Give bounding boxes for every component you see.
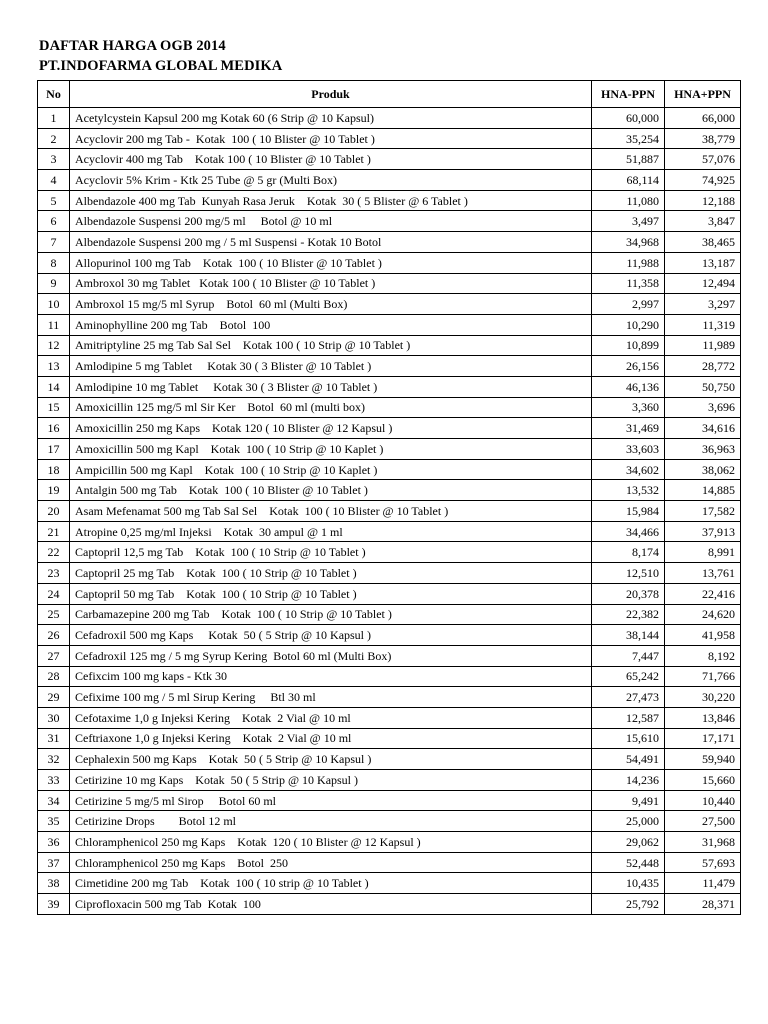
cell-produk: Ambroxol 30 mg Tablet Kotak 100 ( 10 Blister @ 10 Tablet ) [70,273,592,294]
cell-produk: Cephalexin 500 mg Kaps Kotak 50 ( 5 Strip @ 10 Kapsul ) [70,749,592,770]
table-row [38,583,741,604]
cell-hna-ppn: 38,144 [592,625,665,646]
cell-hna-plus-ppn: 59,940 [665,749,741,770]
cell-no: 4 [38,170,70,191]
cell-produk: Ambroxol 15 mg/5 ml Syrup Botol 60 ml (Multi Box) [70,294,592,315]
table-row [38,604,741,625]
cell-no: 13 [38,356,70,377]
cell-no: 27 [38,645,70,666]
cell-hna-ppn: 34,466 [592,521,665,542]
table-row [38,687,741,708]
cell-hna-plus-ppn: 15,660 [665,770,741,791]
cell-hna-ppn: 14,236 [592,770,665,791]
column-header-produk: Produk [70,81,592,108]
cell-hna-plus-ppn: 38,062 [665,459,741,480]
cell-hna-ppn: 12,510 [592,563,665,584]
cell-hna-plus-ppn: 50,750 [665,376,741,397]
cell-produk: Cefadroxil 500 mg Kaps Kotak 50 ( 5 Strip @ 10 Kapsul ) [70,625,592,646]
cell-produk: Cefixcim 100 mg kaps - Ktk 30 [70,666,592,687]
cell-produk: Captopril 12,5 mg Tab Kotak 100 ( 10 Strip @ 10 Tablet ) [70,542,592,563]
cell-no: 30 [38,707,70,728]
cell-no: 22 [38,542,70,563]
table-row [38,314,741,335]
cell-hna-ppn: 25,000 [592,811,665,832]
cell-hna-plus-ppn: 66,000 [665,108,741,129]
cell-no: 35 [38,811,70,832]
cell-no: 10 [38,294,70,315]
table-row [38,811,741,832]
cell-produk: Cefixime 100 mg / 5 ml Sirup Kering Btl 30 ml [70,687,592,708]
cell-hna-plus-ppn: 14,885 [665,480,741,501]
table-row [38,873,741,894]
cell-no: 11 [38,314,70,335]
table-row [38,790,741,811]
cell-hna-plus-ppn: 71,766 [665,666,741,687]
cell-hna-ppn: 34,602 [592,459,665,480]
cell-hna-plus-ppn: 12,188 [665,190,741,211]
cell-no: 26 [38,625,70,646]
column-header-no: No [38,81,70,108]
cell-produk: Acetylcystein Kapsul 200 mg Kotak 60 (6 Strip @ 10 Kapsul) [70,108,592,129]
cell-produk: Antalgin 500 mg Tab Kotak 100 ( 10 Blister @ 10 Tablet ) [70,480,592,501]
cell-hna-plus-ppn: 13,846 [665,707,741,728]
cell-produk: Ceftriaxone 1,0 g Injeksi Kering Kotak 2 Vial @ 10 ml [70,728,592,749]
cell-hna-plus-ppn: 30,220 [665,687,741,708]
price-list-table [37,80,741,915]
table-row [38,894,741,915]
table-row [38,232,741,253]
cell-no: 21 [38,521,70,542]
cell-produk: Albendazole 400 mg Tab Kunyah Rasa Jeruk Kotak 30 ( 5 Blister @ 6 Tablet ) [70,190,592,211]
cell-no: 15 [38,397,70,418]
cell-no: 8 [38,252,70,273]
cell-no: 5 [38,190,70,211]
document-title: DAFTAR HARGA OGB 2014 [39,38,226,54]
cell-produk: Amoxicillin 500 mg Kapl Kotak 100 ( 10 Strip @ 10 Kaplet ) [70,439,592,460]
cell-produk: Acyclovir 200 mg Tab - Kotak 100 ( 10 Blister @ 10 Tablet ) [70,128,592,149]
cell-hna-plus-ppn: 12,494 [665,273,741,294]
cell-no: 2 [38,128,70,149]
table-row [38,439,741,460]
cell-produk: Asam Mefenamat 500 mg Tab Sal Sel Kotak 100 ( 10 Blister @ 10 Tablet ) [70,501,592,522]
table-row [38,728,741,749]
cell-hna-plus-ppn: 74,925 [665,170,741,191]
cell-produk: Albendazole Suspensi 200 mg / 5 ml Suspensi - Kotak 10 Botol [70,232,592,253]
cell-produk: Cefadroxil 125 mg / 5 mg Syrup Kering Botol 60 ml (Multi Box) [70,645,592,666]
cell-hna-plus-ppn: 8,192 [665,645,741,666]
cell-no: 18 [38,459,70,480]
cell-hna-ppn: 3,497 [592,211,665,232]
cell-no: 32 [38,749,70,770]
cell-hna-plus-ppn: 24,620 [665,604,741,625]
cell-no: 17 [38,439,70,460]
cell-hna-ppn: 20,378 [592,583,665,604]
table-row [38,852,741,873]
table-row [38,645,741,666]
cell-hna-ppn: 9,491 [592,790,665,811]
cell-produk: Cimetidine 200 mg Tab Kotak 100 ( 10 strip @ 10 Tablet ) [70,873,592,894]
table-row [38,335,741,356]
cell-hna-ppn: 46,136 [592,376,665,397]
cell-produk: Chloramphenicol 250 mg Kaps Kotak 120 ( 10 Blister @ 12 Kapsul ) [70,832,592,853]
cell-hna-ppn: 60,000 [592,108,665,129]
cell-hna-ppn: 11,358 [592,273,665,294]
table-row [38,376,741,397]
cell-produk: Acyclovir 5% Krim - Ktk 25 Tube @ 5 gr (Multi Box) [70,170,592,191]
cell-no: 34 [38,790,70,811]
cell-no: 7 [38,232,70,253]
cell-produk: Albendazole Suspensi 200 mg/5 ml Botol @ 10 ml [70,211,592,232]
table-row [38,170,741,191]
cell-produk: Amoxicillin 250 mg Kaps Kotak 120 ( 10 Blister @ 12 Kapsul ) [70,418,592,439]
cell-produk: Allopurinol 100 mg Tab Kotak 100 ( 10 Blister @ 10 Tablet ) [70,252,592,273]
cell-hna-plus-ppn: 57,076 [665,149,741,170]
table-row [38,190,741,211]
table-row [38,356,741,377]
cell-hna-plus-ppn: 17,582 [665,501,741,522]
cell-no: 36 [38,832,70,853]
document-heading [39,36,282,76]
cell-hna-plus-ppn: 3,297 [665,294,741,315]
table-row [38,128,741,149]
cell-hna-ppn: 11,080 [592,190,665,211]
table-row [38,542,741,563]
cell-produk: Amlodipine 5 mg Tablet Kotak 30 ( 3 Blister @ 10 Tablet ) [70,356,592,377]
cell-hna-plus-ppn: 37,913 [665,521,741,542]
cell-hna-ppn: 10,290 [592,314,665,335]
table-row [38,211,741,232]
cell-hna-ppn: 31,469 [592,418,665,439]
cell-no: 39 [38,894,70,915]
cell-no: 19 [38,480,70,501]
table-row [38,563,741,584]
table-header-row [38,81,741,108]
cell-hna-ppn: 29,062 [592,832,665,853]
cell-hna-ppn: 7,447 [592,645,665,666]
cell-hna-plus-ppn: 57,693 [665,852,741,873]
cell-produk: Ampicillin 500 mg Kapl Kotak 100 ( 10 Strip @ 10 Kaplet ) [70,459,592,480]
column-header-hna-plus-ppn: HNA+PPN [665,81,741,108]
table-row [38,418,741,439]
table-row [38,273,741,294]
cell-produk: Cefotaxime 1,0 g Injeksi Kering Kotak 2 Vial @ 10 ml [70,707,592,728]
cell-hna-plus-ppn: 38,779 [665,128,741,149]
cell-hna-plus-ppn: 13,187 [665,252,741,273]
cell-hna-plus-ppn: 41,958 [665,625,741,646]
cell-no: 33 [38,770,70,791]
cell-hna-ppn: 13,532 [592,480,665,501]
cell-hna-ppn: 33,603 [592,439,665,460]
cell-hna-ppn: 68,114 [592,170,665,191]
cell-produk: Amoxicillin 125 mg/5 ml Sir Ker Botol 60 ml (multi box) [70,397,592,418]
cell-hna-plus-ppn: 3,847 [665,211,741,232]
table-body [38,108,741,915]
cell-no: 14 [38,376,70,397]
cell-hna-ppn: 3,360 [592,397,665,418]
table-row [38,397,741,418]
cell-hna-ppn: 11,988 [592,252,665,273]
cell-hna-ppn: 51,887 [592,149,665,170]
cell-produk: Captopril 25 mg Tab Kotak 100 ( 10 Strip @ 10 Tablet ) [70,563,592,584]
column-header-hna-ppn: HNA-PPN [592,81,665,108]
cell-produk: Amitriptyline 25 mg Tab Sal Sel Kotak 100 ( 10 Strip @ 10 Tablet ) [70,335,592,356]
cell-hna-plus-ppn: 36,963 [665,439,741,460]
table-row [38,459,741,480]
cell-produk: Chloramphenicol 250 mg Kaps Botol 250 [70,852,592,873]
cell-produk: Ciprofloxacin 500 mg Tab Kotak 100 [70,894,592,915]
cell-hna-ppn: 34,968 [592,232,665,253]
table-row [38,749,741,770]
cell-hna-ppn: 35,254 [592,128,665,149]
cell-hna-plus-ppn: 38,465 [665,232,741,253]
table-row [38,521,741,542]
cell-hna-plus-ppn: 22,416 [665,583,741,604]
table-row [38,666,741,687]
cell-hna-plus-ppn: 10,440 [665,790,741,811]
cell-hna-plus-ppn: 3,696 [665,397,741,418]
table-row [38,294,741,315]
cell-hna-ppn: 22,382 [592,604,665,625]
cell-no: 20 [38,501,70,522]
cell-hna-plus-ppn: 11,989 [665,335,741,356]
table-row [38,252,741,273]
cell-hna-plus-ppn: 17,171 [665,728,741,749]
cell-produk: Atropine 0,25 mg/ml Injeksi Kotak 30 ampul @ 1 ml [70,521,592,542]
cell-hna-ppn: 12,587 [592,707,665,728]
cell-no: 16 [38,418,70,439]
cell-no: 37 [38,852,70,873]
cell-no: 24 [38,583,70,604]
cell-hna-plus-ppn: 11,319 [665,314,741,335]
company-name: PT.INDOFARMA GLOBAL MEDIKA [39,58,283,74]
cell-no: 1 [38,108,70,129]
cell-hna-plus-ppn: 8,991 [665,542,741,563]
cell-no: 6 [38,211,70,232]
cell-no: 12 [38,335,70,356]
cell-hna-ppn: 26,156 [592,356,665,377]
cell-hna-ppn: 54,491 [592,749,665,770]
cell-hna-plus-ppn: 27,500 [665,811,741,832]
cell-no: 23 [38,563,70,584]
table-row [38,707,741,728]
cell-produk: Captopril 50 mg Tab Kotak 100 ( 10 Strip @ 10 Tablet ) [70,583,592,604]
cell-no: 25 [38,604,70,625]
table-row [38,108,741,129]
cell-produk: Cetirizine Drops Botol 12 ml [70,811,592,832]
cell-hna-ppn: 27,473 [592,687,665,708]
cell-hna-ppn: 10,899 [592,335,665,356]
cell-no: 38 [38,873,70,894]
cell-no: 3 [38,149,70,170]
cell-no: 9 [38,273,70,294]
cell-hna-ppn: 2,997 [592,294,665,315]
cell-hna-ppn: 10,435 [592,873,665,894]
cell-no: 31 [38,728,70,749]
table-row [38,625,741,646]
table-row [38,832,741,853]
cell-no: 28 [38,666,70,687]
cell-hna-plus-ppn: 13,761 [665,563,741,584]
cell-produk: Carbamazepine 200 mg Tab Kotak 100 ( 10 Strip @ 10 Tablet ) [70,604,592,625]
cell-hna-ppn: 15,610 [592,728,665,749]
cell-hna-plus-ppn: 31,968 [665,832,741,853]
cell-hna-ppn: 65,242 [592,666,665,687]
cell-produk: Cetirizine 5 mg/5 ml Sirop Botol 60 ml [70,790,592,811]
cell-produk: Acyclovir 400 mg Tab Kotak 100 ( 10 Blister @ 10 Tablet ) [70,149,592,170]
table-row [38,770,741,791]
cell-produk: Cetirizine 10 mg Kaps Kotak 50 ( 5 Strip @ 10 Kapsul ) [70,770,592,791]
cell-produk: Aminophylline 200 mg Tab Botol 100 [70,314,592,335]
cell-no: 29 [38,687,70,708]
cell-hna-plus-ppn: 28,371 [665,894,741,915]
cell-hna-ppn: 25,792 [592,894,665,915]
table-row [38,501,741,522]
cell-hna-ppn: 52,448 [592,852,665,873]
cell-hna-plus-ppn: 34,616 [665,418,741,439]
cell-produk: Amlodipine 10 mg Tablet Kotak 30 ( 3 Blister @ 10 Tablet ) [70,376,592,397]
cell-hna-plus-ppn: 11,479 [665,873,741,894]
cell-hna-plus-ppn: 28,772 [665,356,741,377]
table-row [38,149,741,170]
table-row [38,480,741,501]
cell-hna-ppn: 15,984 [592,501,665,522]
cell-hna-ppn: 8,174 [592,542,665,563]
